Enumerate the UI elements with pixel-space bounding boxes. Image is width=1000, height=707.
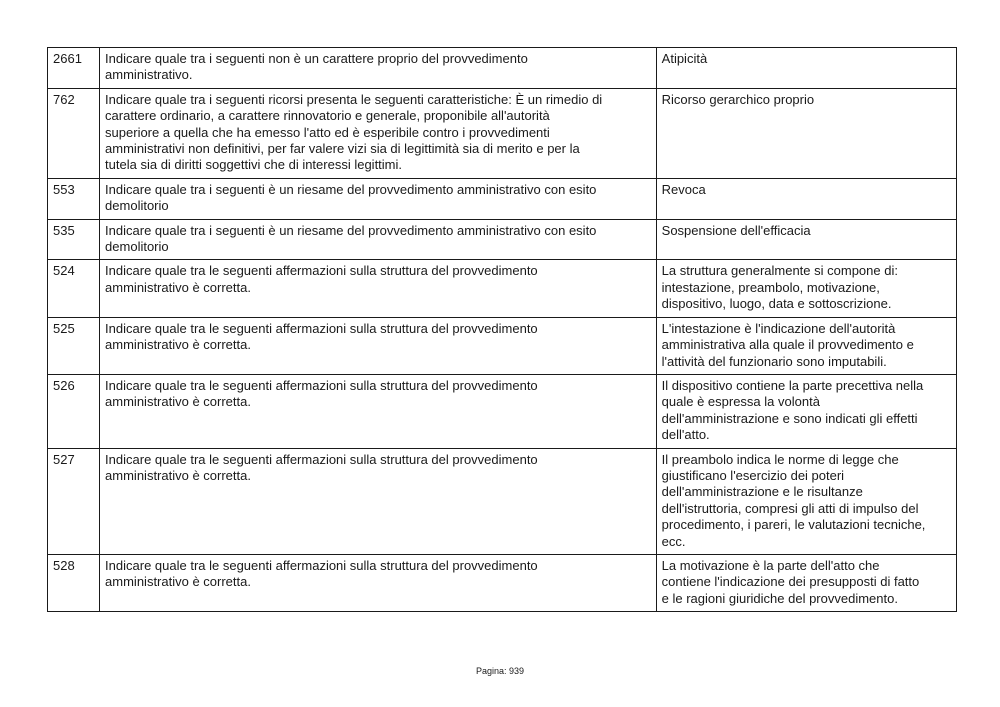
question-id-cell: 553 (48, 178, 100, 219)
table-row (48, 317, 957, 374)
question-text-cell: Indicare quale tra le seguenti affermazioni sulla struttura del provvedimento amministrativo è corretta. (100, 374, 657, 448)
answer-text-cell: L'intestazione è l'indicazione dell'autorità amministrativa alla quale il provvedimento e l'attività del funzionario sono imputabili. (656, 317, 956, 374)
table-row (48, 178, 957, 219)
table-row (48, 219, 957, 260)
question-id-cell: 528 (48, 554, 100, 611)
question-text-cell: Indicare quale tra le seguenti affermazioni sulla struttura del provvedimento amministrativo è corretta. (100, 554, 657, 611)
question-text-cell: Indicare quale tra le seguenti affermazioni sulla struttura del provvedimento amministrativo è corretta. (100, 448, 657, 554)
question-text-cell: Indicare quale tra i seguenti non è un carattere proprio del provvedimento amministrativo. (100, 48, 657, 89)
question-id-cell: 762 (48, 88, 100, 178)
page-number: Pagina: 939 (475, 666, 525, 676)
answer-text-cell: La motivazione è la parte dell'atto che contiene l'indicazione dei presupposti di fatto e le ragioni giuridiche del provvedimento. (656, 554, 956, 611)
question-id-cell: 527 (48, 448, 100, 554)
question-text-cell: Indicare quale tra i seguenti è un riesame del provvedimento amministrativo con esito demolitorio (100, 219, 657, 260)
answer-text-cell: Ricorso gerarchico proprio (656, 88, 956, 178)
question-id-cell: 526 (48, 374, 100, 448)
question-id-cell: 2661 (48, 48, 100, 89)
question-text-cell: Indicare quale tra le seguenti affermazioni sulla struttura del provvedimento amministrativo è corretta. (100, 317, 657, 374)
table-row (48, 260, 957, 317)
answer-text-cell: Sospensione dell'efficacia (656, 219, 956, 260)
question-id-cell: 524 (48, 260, 100, 317)
table-row (48, 88, 957, 178)
question-text-cell: Indicare quale tra i seguenti è un riesame del provvedimento amministrativo con esito demolitorio (100, 178, 657, 219)
qa-table-body (48, 48, 957, 612)
table-row (48, 448, 957, 554)
question-id-cell: 535 (48, 219, 100, 260)
table-row (48, 374, 957, 448)
answer-text-cell: Revoca (656, 178, 956, 219)
question-text-cell: Indicare quale tra le seguenti affermazioni sulla struttura del provvedimento amministrativo è corretta. (100, 260, 657, 317)
answer-text-cell: La struttura generalmente si compone di: intestazione, preambolo, motivazione, dispositivo, luogo, data e sottoscrizione. (656, 260, 956, 317)
table-row (48, 48, 957, 89)
question-text-cell: Indicare quale tra i seguenti ricorsi presenta le seguenti caratteristiche: È un rimedio di carattere ordinario, a carattere rinnovatorio e generale, proponibile all'autorità superiore a quella che ha emesso l'atto ed è esperibile contro i provvedimenti amministrativi non definitivi, per far valere vizi sia di legittimità sia di merito e per la tutela sia di diritti soggettivi che di interessi legittimi. (100, 88, 657, 178)
answer-text-cell: Atipicità (656, 48, 956, 89)
answer-text-cell: Il preambolo indica le norme di legge che giustificano l'esercizio dei poteri dell'amministrazione e le risultanze dell'istruttoria, compresi gli atti di impulso del procedimento, i pareri, le valutazioni tecniche, ecc. (656, 448, 956, 554)
qa-table (47, 47, 957, 612)
answer-text-cell: Il dispositivo contiene la parte precettiva nella quale è espressa la volontà dell'amministrazione e sono indicati gli effetti dell'atto. (656, 374, 956, 448)
question-id-cell: 525 (48, 317, 100, 374)
table-row (48, 554, 957, 611)
